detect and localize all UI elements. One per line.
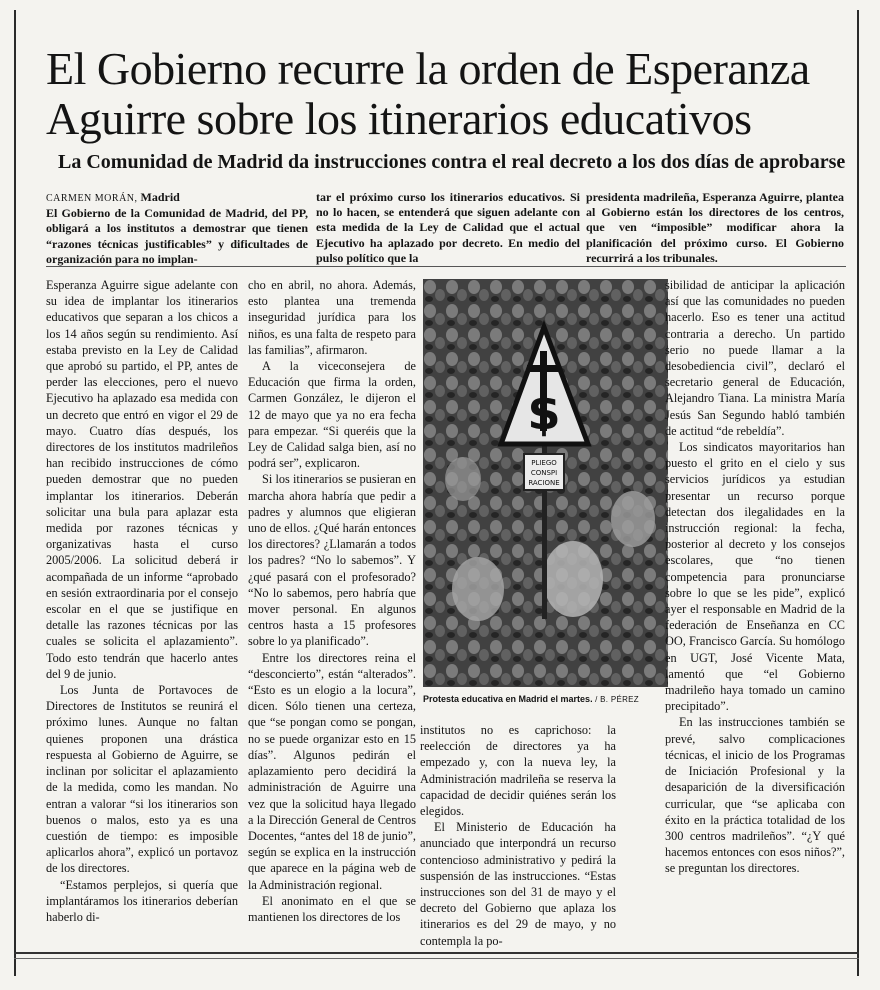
body-column-3	[420, 722, 616, 949]
lead-column-2: tar el próximo curso los itinerarios educativos. Si no lo hacen, se entenderá que siguen adelante con esta medida de la Ley de Calidad que el actual Ejecutivo ha aplazado por decreto. En medio del pulso político que la	[316, 190, 580, 265]
lead-column-3: presidenta madrileña, Esperanza Aguirre, plantea al Gobierno están los directores de los centros, que ven “imposible” modificar ahora la planificación del próximo curso. El Gobierno recurrirá a los tribunales.	[586, 190, 844, 265]
lead-text-1: El Gobierno de la Comunidad de Madrid, del PP, obligará a los institutos a demostrar que tienen “razones técnicas justificables” y dificultades de organización para no implan-	[46, 206, 308, 266]
paragraph: “Estamos perplejos, si quería que implantáramos los itinerarios deberían haberlo di-	[46, 877, 238, 924]
news-photo	[423, 279, 668, 687]
paragraph: A la viceconsejera de Educación que firma la orden, Carmen González, le dijeron el 12 de mayo que ya no era fecha para empezar. “Si queréis que la Ley de Calidad salga bien, así no podrá ser”, explicaron.	[248, 359, 416, 471]
protest-photo-illustration	[423, 279, 668, 687]
paragraph: sibilidad de anticipar la aplicación así que las comunidades no pueden hacerlo. Eso es tener una actitud contraria a derecho. Un partido serio no puede llamar a la desobediencia civil”, declaró el secretario general de Educación, Alejandro Tiana. La ministra María Jesús San Segundo habló también de actitud “de rebeldía”.	[665, 278, 845, 438]
paragraph: cho en abril, no ahora. Además, esto plantea una tremenda inseguridad jurídica para los niños, es una falta de respeto para las familias”, afirmaron.	[248, 278, 416, 357]
lead-divider	[46, 266, 846, 267]
placard-line: PLIEGO	[531, 459, 557, 467]
frame-left-rule	[14, 10, 16, 976]
headline: El Gobierno recurre la orden de Esperanza Aguirre sobre los itinerarios educativos	[46, 43, 810, 144]
subheadline: La Comunidad de Madrid da instrucciones contra el real decreto a los dos días de aprobarse	[58, 151, 846, 173]
photo-caption	[423, 693, 668, 706]
caption-text: Protesta educativa en Madrid el martes.	[423, 694, 593, 704]
photo-credit: / B. PÉREZ	[595, 695, 639, 704]
paragraph: Si los itinerarios se pusieran en marcha ahora habría que pedir a padres y alumnos que eligieran uno de ellos. ¿Qué harán entonces los directores? ¿Llamarán a todos los padres? “No lo sabemos”. Y ¿qué pasará con el profesorado? “No lo sabemos, pero habría que mover personal. En algunos centros hasta a 15 profesores sobre lo ya planificado”.	[248, 472, 416, 649]
body-column-4	[665, 277, 845, 877]
byline-city: Madrid	[140, 190, 180, 204]
paragraph: En las instrucciones también se prevé, salvo complicaciones técnicas, el inicio de los Programas de Iniciación Profesional y la desaparición de la diversificación curricular, que “se aplicaba con éxito en la práctica totalidad de los 300 centros madrileños”. “¿Y qué hacemos entonces con esos niños?”, se preguntan los directores.	[665, 715, 845, 876]
lead-column-1	[46, 190, 308, 267]
paragraph: Esperanza Aguirre sigue adelante con su idea de implantar los itinerarios educativos que separan a los chicos a los 14 años según su rendimiento. Así estaba previsto en la Ley de Calidad que aprobó su partido, el PP, antes de perder las elecciones, pero el nuevo Ejecutivo ha aplazado esa medida con un decreto que entró en vigor el 29 de mayo. Cuatro días después, los directores de los institutos madrileños han recibido instrucciones de cómo pueden demostrar que no pueden implantar los itinerarios. Deberán solicitar una bula para aplazar esta medida por razones técnicas y organizativas hasta el curso 2005/2006. La solicitud deberá ir acompañada de un informe “aprobado en sesión extraordinaria por el consejo escolar en el que se justifique en detalle las razones técnicas por las cuales se solicita el aplazamiento”. Todo esto tendrán que hacerlo antes del 9 de junio.	[46, 278, 238, 681]
paragraph: El Ministerio de Educación ha anunciado que interpondrá un recurso contencioso administrativo y pedirá la suspensión de las instrucciones. “Estas instrucciones son del 31 de mayo y el decreto del Gobierno que aplaza los itinerarios es del 29 de mayo, y no contempla la po-	[420, 820, 616, 948]
byline-author: CARMEN MORÁN,	[46, 193, 138, 204]
svg-text:$: $	[527, 385, 561, 441]
paragraph: El anonimato en el que se mantienen los directores de los	[248, 893, 416, 924]
paragraph: Entre los directores reina el “desconcierto”, están “alterados”. “Esto es un elogio a la locura”, dicen. Sólo tienen una certeza, que “se pongan como se pongan, no se puede organizar esto en 15 días”. Algunos pedirán el aplazamiento pero decidirá la administración de Aguirre una vez que la solicitud haya llegado a la Dirección General de Centros Docentes, “antes del 18 de junio”, según se explica en la instrucción que aparece en la página web de la Administración regional.	[248, 650, 416, 892]
paragraph: Los sindicatos mayoritarios han puesto el grito en el cielo y sus servicios jurídicos ya estudian presentar un recurso porque detectan dos ilegalidades en la instrucción regional: la fecha, posterior al decreto y los consejos escolares, que “no tienen competencia para pronunciarse sobre lo que se les pide”, explicó ayer el responsable en Madrid de la federación de Enseñanza en CC OO, Francisco García. Su homólogo en UGT, José Vicente Mata, lamentó que “el Gobierno madrileño haya tomado un camino precipitado”.	[665, 440, 845, 714]
frame-bottom-rule-thin	[14, 958, 859, 959]
body-column-2	[248, 277, 416, 925]
paragraph: Los Junta de Portavoces de Directores de Institutos se reunirá el próximo lunes. Aunque no faltan quienes proponen una drástica respuesta al Gobierno de Aguirre, se inclinan por solicitar el aplazamiento de la medida, como les mandan. No entran a valorar “si los itinerarios son buenos o malos, esto ya es una cuestión de tiempo: es imposible aplicarlos ahora”, explicó un portavoz de los directores.	[46, 683, 238, 876]
placard-line: CONSPI	[530, 469, 558, 477]
paragraph: institutos no es caprichoso: la reelección de directores ya ha empezado y, con la nueva ley, la Administración madrileña se reserva la capacidad de decidir quiénes serán los elegidos.	[420, 723, 616, 819]
frame-bottom-rule	[14, 952, 859, 954]
body-column-1	[46, 277, 238, 925]
placard-line: RACIONE	[528, 479, 560, 487]
